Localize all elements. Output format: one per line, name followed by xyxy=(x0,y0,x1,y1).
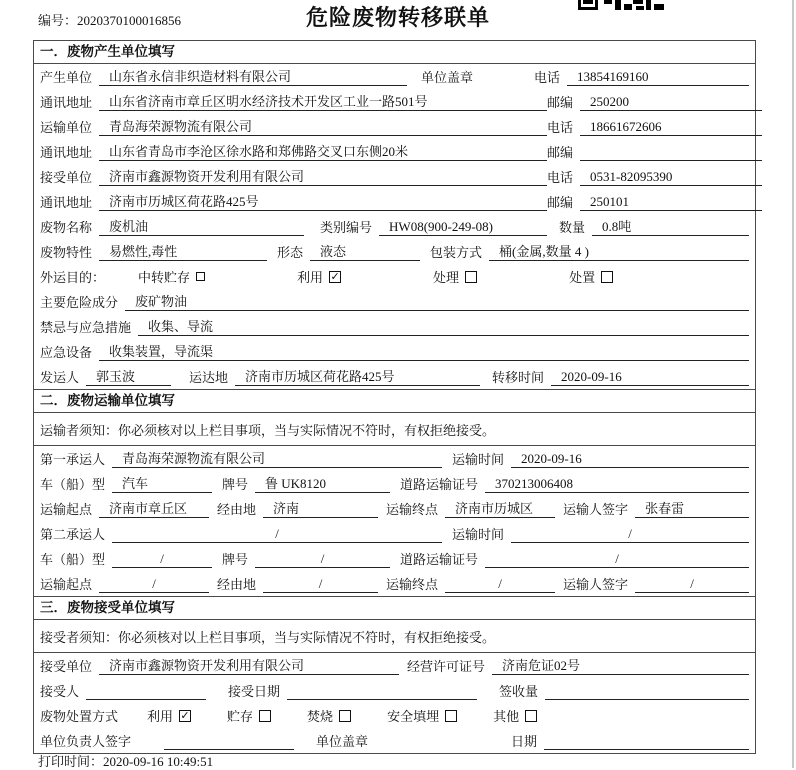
field-label: 运达地 xyxy=(189,370,229,385)
field-value[interactable]: 2020-09-16 xyxy=(551,369,749,386)
form-row xyxy=(34,189,755,214)
field-value[interactable]: 液态 xyxy=(310,244,420,261)
field-label: 接受单位 xyxy=(40,659,93,674)
field-label: 通讯地址 xyxy=(40,95,93,110)
section-note: 运输者须知：你必须核对以上栏目事项，当与实际情况不符时，有权拒绝接受。 xyxy=(34,413,755,446)
field-value[interactable]: 济南市历城区 xyxy=(445,501,555,518)
checkbox-unchecked-icon[interactable] xyxy=(525,710,537,722)
form-table xyxy=(33,40,756,754)
field-label: 废物特性 xyxy=(40,245,93,260)
field-label: 第二承运人 xyxy=(40,527,106,542)
field-label: 牌号 xyxy=(222,552,249,567)
field-value[interactable]: HW08(900-249-08) xyxy=(379,219,547,236)
form-row xyxy=(34,364,755,389)
field-label: 运输终点 xyxy=(386,502,439,517)
field-value[interactable]: / xyxy=(255,551,390,568)
checkbox[interactable] xyxy=(297,267,341,286)
form-row xyxy=(34,521,755,546)
checkbox-unchecked-icon[interactable] xyxy=(339,710,351,722)
field-value[interactable]: 收集装置，导流渠 xyxy=(99,344,749,361)
field-label: 运输人签字 xyxy=(563,502,629,517)
field-value[interactable]: / xyxy=(445,576,555,593)
section-title: 三．废物接受单位填写 xyxy=(34,596,755,620)
field-value[interactable]: / xyxy=(112,551,212,568)
field-label: 产生单位 xyxy=(40,70,93,85)
field-value[interactable]: 2020-09-16 xyxy=(511,451,749,468)
field-value[interactable]: 济南市鑫源物资开发利用有限公司 xyxy=(99,169,547,186)
print-time-label: 打印时间： xyxy=(38,754,104,769)
checkbox-label: 处理 xyxy=(433,270,460,285)
field-value[interactable]: 收集、导流 xyxy=(138,319,749,336)
field-label: 废物名称 xyxy=(40,220,93,235)
checkbox-checked-icon[interactable]: ✓ xyxy=(180,708,190,722)
field-value[interactable]: 0531-82095390 xyxy=(580,169,762,186)
field-value[interactable] xyxy=(164,734,294,750)
field-value[interactable]: 山东省青岛市李沧区徐水路和郑佛路交叉口东侧20米 xyxy=(99,144,547,161)
field-label: 道路运输证号 xyxy=(400,552,479,567)
field-label: 经由地 xyxy=(217,577,257,592)
field-value[interactable]: 桶(金属,数量 4 ) xyxy=(489,244,749,261)
form-row xyxy=(34,339,755,364)
field-value[interactable] xyxy=(544,734,749,750)
field-label: 运输起点 xyxy=(40,502,93,517)
field-label: 主要危险成分 xyxy=(40,295,119,310)
field-value[interactable]: 济南市鑫源物资开发利用有限公司 xyxy=(99,658,399,675)
field-label: 电话 xyxy=(547,170,574,185)
field-label: 通讯地址 xyxy=(40,195,93,210)
serial-value: 2020370100016856 xyxy=(77,13,182,28)
field-value[interactable] xyxy=(545,684,749,700)
page-edge-line xyxy=(792,0,794,768)
form-row xyxy=(34,653,755,678)
field-label: 运输时间 xyxy=(452,527,505,542)
checkbox-unchecked-icon[interactable] xyxy=(465,271,477,283)
field-label: 电话 xyxy=(533,70,560,85)
field-label: 运输起点 xyxy=(40,577,93,592)
field-label: 邮编 xyxy=(547,195,574,210)
checkbox-checked-icon[interactable]: ✓ xyxy=(330,269,340,283)
field-value[interactable]: 370213006408 xyxy=(485,476,749,493)
form-row xyxy=(34,139,755,164)
checkbox-label: 贮存 xyxy=(227,709,254,724)
checkbox-label: 中转贮存 xyxy=(138,270,191,285)
field-label: 发运人 xyxy=(40,370,80,385)
serial-label: 编号： xyxy=(38,13,78,28)
form-row xyxy=(34,571,755,596)
checkbox-label: 利用 xyxy=(147,709,174,724)
field-label: 运输终点 xyxy=(386,577,439,592)
checkbox[interactable] xyxy=(138,267,205,286)
field-label: 形态 xyxy=(277,245,304,260)
qr-code-fragment xyxy=(578,0,664,10)
print-time xyxy=(38,751,213,770)
field-value[interactable]: 废矿物油 xyxy=(125,294,749,311)
section-title: 一．废物产生单位填写 xyxy=(34,41,755,64)
checkbox-label: 处置 xyxy=(569,270,596,285)
checkbox-label: 安全填埋 xyxy=(387,709,440,724)
field-label: 单位负责人签字 xyxy=(40,734,132,749)
field-value[interactable]: 济南市章丘区 xyxy=(99,501,209,518)
form-row xyxy=(34,546,755,571)
checkbox[interactable] xyxy=(147,706,191,725)
form-row xyxy=(34,214,755,239)
checkbox-label: 利用 xyxy=(297,270,324,285)
field-value[interactable]: / xyxy=(511,526,749,543)
field-value[interactable]: 青岛海荣源物流有限公司 xyxy=(99,119,547,136)
field-label: 车（船）型 xyxy=(40,552,106,567)
field-value[interactable]: / xyxy=(485,551,749,568)
form-row xyxy=(34,446,755,471)
field-value[interactable]: 张春雷 xyxy=(635,501,749,518)
form-row xyxy=(34,114,755,139)
form-row xyxy=(34,289,755,314)
field-value[interactable]: 济南市历城区荷花路425号 xyxy=(99,194,547,211)
checkbox-unchecked-icon[interactable] xyxy=(445,710,457,722)
field-label: 废物处置方式 xyxy=(40,709,119,724)
field-value[interactable]: 郭玉波 xyxy=(86,369,171,386)
field-label: 外运目的： xyxy=(40,270,106,285)
form-row xyxy=(34,496,755,521)
field-value[interactable]: / xyxy=(99,576,209,593)
field-label: 道路运输证号 xyxy=(400,477,479,492)
field-label: 第一承运人 xyxy=(40,452,106,467)
form-row xyxy=(34,264,755,289)
section-title: 二．废物运输单位填写 xyxy=(34,389,755,413)
static-text: 单位盖章 xyxy=(421,70,474,85)
field-value[interactable]: / xyxy=(635,576,749,593)
field-label: 电话 xyxy=(547,120,574,135)
field-value[interactable]: 13854169160 xyxy=(567,69,749,86)
form-row xyxy=(34,314,755,339)
field-label: 签收量 xyxy=(499,684,539,699)
field-value[interactable]: 汽车 xyxy=(112,476,212,493)
field-label: 邮编 xyxy=(547,95,574,110)
field-value[interactable]: 青岛海荣源物流有限公司 xyxy=(112,451,442,468)
field-label: 接受人 xyxy=(40,684,80,699)
field-value[interactable] xyxy=(86,684,206,700)
page-title: 危险废物转移联单 xyxy=(305,5,490,30)
field-value[interactable] xyxy=(287,684,477,700)
field-label: 邮编 xyxy=(547,145,574,160)
field-value[interactable]: 废机油 xyxy=(99,219,304,236)
field-value[interactable]: 250101 xyxy=(580,194,762,211)
field-value[interactable]: 250200 xyxy=(580,94,762,111)
checkbox-unchecked-icon[interactable] xyxy=(196,272,205,281)
field-label: 包装方式 xyxy=(430,245,483,260)
field-value[interactable]: 山东省济南市章丘区明水经济技术开发区工业一路501号 xyxy=(99,94,547,111)
checkbox-unchecked-icon[interactable] xyxy=(601,271,613,283)
field-label: 类别编号 xyxy=(320,220,373,235)
field-value[interactable]: 济南危证02号 xyxy=(492,658,749,675)
field-value[interactable]: 济南 xyxy=(263,501,378,518)
checkbox-unchecked-icon[interactable] xyxy=(259,710,271,722)
field-label: 通讯地址 xyxy=(40,145,93,160)
form-row xyxy=(34,239,755,264)
print-time-value: 2020-09-16 10:49:51 xyxy=(103,754,214,769)
field-label: 数量 xyxy=(559,220,586,235)
checkbox-label: 其他 xyxy=(493,709,520,724)
field-label: 单位盖章 xyxy=(316,734,369,749)
field-value[interactable]: 18661672606 xyxy=(580,119,762,136)
field-label: 运输时间 xyxy=(452,452,505,467)
form-row xyxy=(34,64,755,89)
form-row xyxy=(34,164,755,189)
field-label: 禁忌与应急措施 xyxy=(40,320,132,335)
checkbox[interactable] xyxy=(493,706,537,725)
field-label: 经营许可证号 xyxy=(407,659,486,674)
checkbox[interactable] xyxy=(227,706,271,725)
field-label: 车（船）型 xyxy=(40,477,106,492)
field-label: 运输单位 xyxy=(40,120,93,135)
field-value[interactable]: / xyxy=(112,526,442,543)
field-label: 日期 xyxy=(510,734,537,749)
section-note: 接受者须知：你必须核对以上栏目事项，当与实际情况不符时，有权拒绝接受。 xyxy=(34,620,755,653)
field-label: 转移时间 xyxy=(492,370,545,385)
form-row xyxy=(34,678,755,703)
checkbox[interactable] xyxy=(307,706,351,725)
field-label: 应急设备 xyxy=(40,345,93,360)
checkbox[interactable] xyxy=(569,267,613,286)
field-label: 运输人签字 xyxy=(563,577,629,592)
form-row xyxy=(34,728,755,753)
field-label: 接受单位 xyxy=(40,170,93,185)
checkbox[interactable] xyxy=(433,267,477,286)
form-row xyxy=(34,89,755,114)
field-label: 经由地 xyxy=(217,502,257,517)
field-value[interactable]: 鲁 UK8120 xyxy=(255,476,390,493)
field-value[interactable] xyxy=(580,145,762,161)
form-row xyxy=(34,471,755,496)
checkbox-label: 焚烧 xyxy=(307,709,334,724)
field-label: 牌号 xyxy=(222,477,249,492)
checkbox[interactable] xyxy=(387,706,457,725)
field-value[interactable]: 济南市历城区荷花路425号 xyxy=(235,369,480,386)
document-header xyxy=(0,0,796,38)
field-value[interactable]: 0.8吨 xyxy=(592,219,749,236)
field-label: 接受日期 xyxy=(228,684,281,699)
field-value[interactable]: 山东省永信非织造材料有限公司 xyxy=(99,69,407,86)
field-value[interactable]: / xyxy=(263,576,378,593)
field-value[interactable]: 易燃性,毒性 xyxy=(99,244,267,261)
form-row xyxy=(34,703,755,728)
